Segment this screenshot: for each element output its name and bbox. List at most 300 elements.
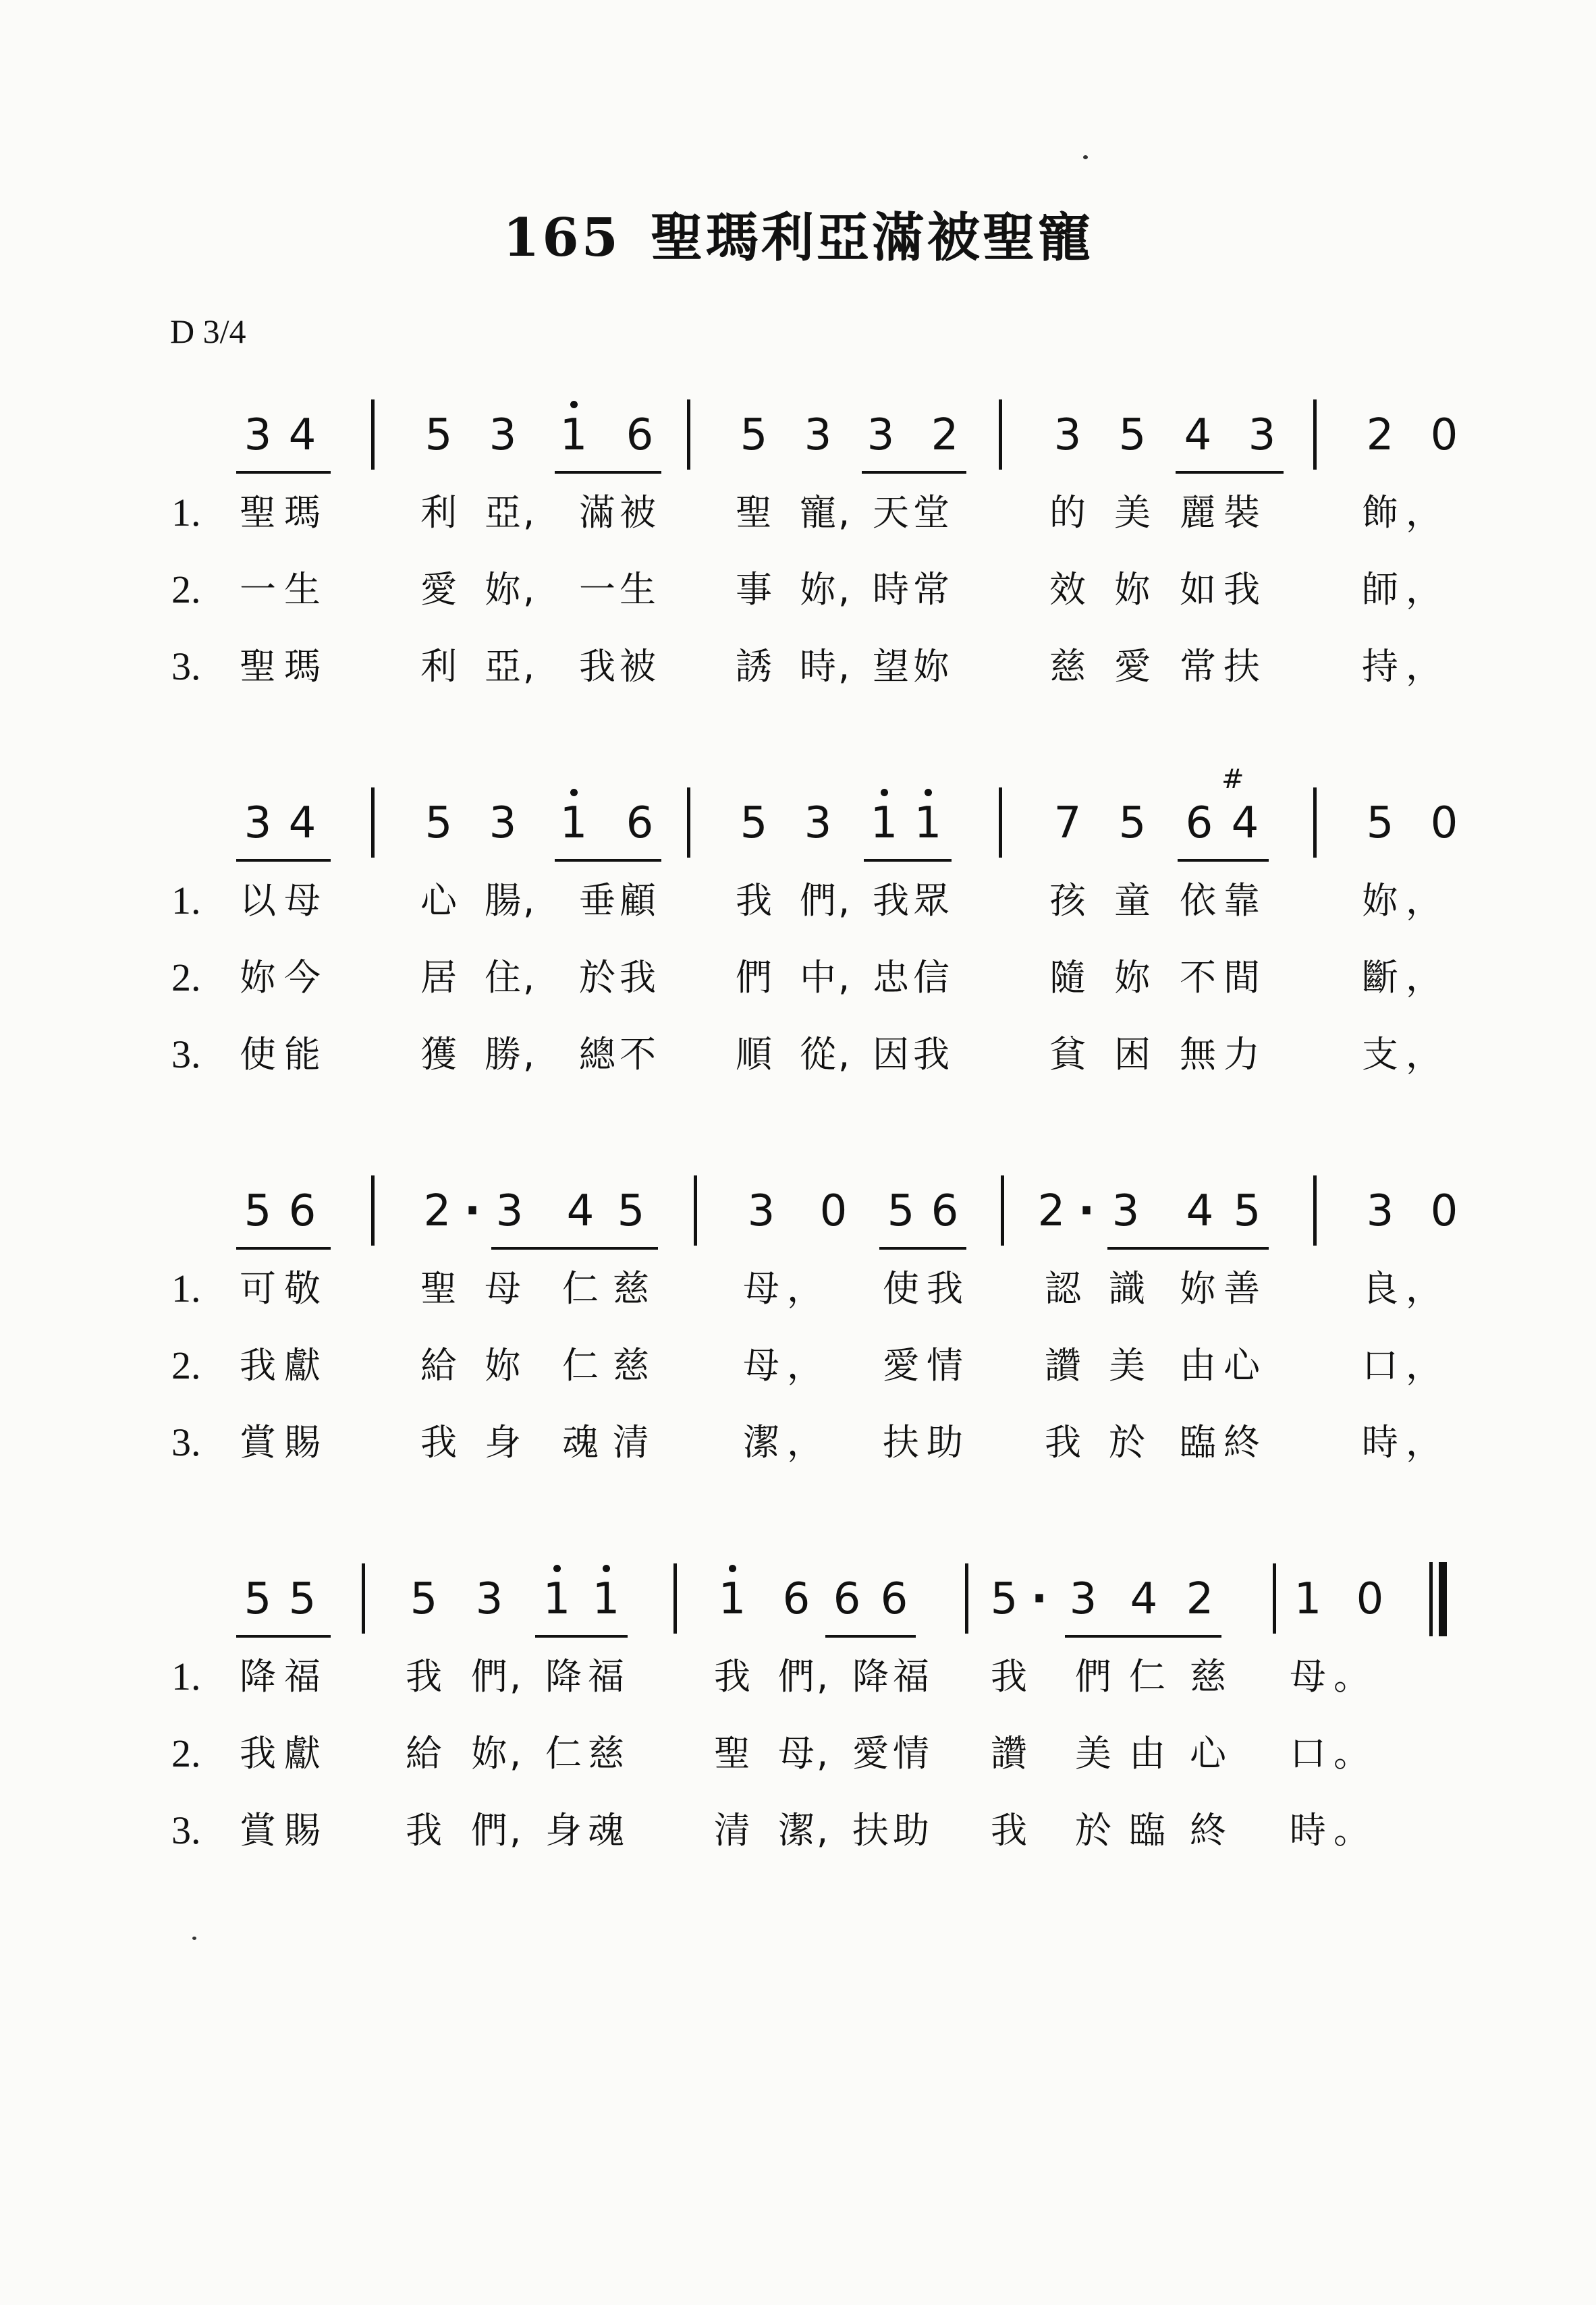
lyric-punctuation: , (838, 568, 850, 611)
verse-number: 2. (171, 955, 201, 999)
lyric-syllable: 住 (485, 956, 521, 999)
lyric-syllable: 能 (284, 1033, 321, 1076)
lyric-syllable: 母 (284, 879, 321, 922)
lyric-syllable: 獻 (284, 1732, 321, 1775)
lyric-syllable: 由 (1180, 1344, 1216, 1387)
lyric-syllable: 美 (1109, 1344, 1145, 1387)
lyric-syllable: 心 (420, 879, 457, 922)
lyric-syllable: 賜 (284, 1809, 321, 1852)
lyric-syllable: 裝 (1223, 491, 1260, 534)
music-system (0, 1569, 1596, 1920)
lyric-syllable: 隨 (1049, 956, 1086, 999)
lyric-syllable: 降 (240, 1655, 276, 1698)
lyric-syllable: 臨 (1129, 1809, 1165, 1852)
lyric-syllable: 仁 (1129, 1655, 1165, 1698)
barline (1313, 787, 1317, 858)
note: 6 (833, 1574, 861, 1624)
note: 5 (410, 1574, 438, 1624)
beam-underline (879, 1247, 966, 1250)
key-signature: D 3/4 (170, 312, 246, 350)
lyric-syllable: 亞 (485, 491, 521, 534)
lyric-syllable: 口 (1290, 1732, 1326, 1775)
lyric-syllable: 順 (736, 1033, 772, 1076)
lyric-syllable: 信 (913, 956, 950, 999)
lyric-syllable: 美 (1075, 1732, 1111, 1775)
lyric-syllable: 魂 (562, 1421, 599, 1464)
lyric-syllable: 於 (1075, 1809, 1111, 1852)
lyric-syllable: 麗 (1180, 491, 1216, 534)
barline (687, 399, 690, 470)
lyric-line (0, 1727, 1596, 1781)
lyric-syllable: 愛 (852, 1732, 889, 1775)
lyric-syllable: 母 (485, 1267, 521, 1310)
scan-speck (192, 1937, 196, 1940)
lyric-syllable: 仁 (545, 1732, 582, 1775)
lyric-syllable: 生 (620, 568, 656, 611)
lyric-syllable: 時 (873, 568, 909, 611)
verse-number: 1. (171, 491, 201, 534)
note: 3 (475, 1574, 503, 1624)
lyric-syllable: 們 (778, 1655, 815, 1698)
lyric-syllable: 聖 (736, 491, 772, 534)
final-barline (1429, 1562, 1447, 1636)
lyric-syllable: 聖 (714, 1732, 750, 1775)
lyric-line (0, 1339, 1596, 1393)
lyric-syllable: 利 (420, 645, 457, 688)
note: 5 (1118, 410, 1147, 460)
lyric-syllable: 潔 (778, 1809, 815, 1852)
lyric-syllable: 情 (927, 1344, 963, 1387)
lyric-syllable: 無 (1180, 1033, 1216, 1076)
music-system (0, 405, 1596, 756)
lyric-syllable: 被 (620, 645, 656, 688)
lyric-syllable: 靠 (1223, 879, 1260, 922)
note: 3 (1053, 410, 1082, 460)
lyric-syllable: 慈 (613, 1344, 649, 1387)
lyric-syllable: 使 (240, 1033, 276, 1076)
lyric-syllable: 我 (873, 879, 909, 922)
lyric-punctuation: , (817, 1732, 829, 1775)
lyric-punctuation: , (838, 491, 850, 534)
lyric-punctuation: ， (1406, 645, 1442, 688)
note: 6 (931, 1186, 959, 1236)
music-system (0, 764, 1596, 1144)
note: 6 (782, 1574, 810, 1624)
lyric-line (0, 563, 1596, 617)
dotted-extension: · (1030, 1574, 1048, 1624)
lyric-line (0, 1416, 1596, 1470)
beam-underline (555, 471, 661, 474)
lyric-syllable: 童 (1114, 879, 1151, 922)
barline (362, 1563, 365, 1634)
verse-number: 3. (171, 644, 201, 688)
lyric-syllable: 望 (873, 645, 909, 688)
note: 1 (535, 1569, 578, 1630)
beam-underline (1176, 471, 1284, 474)
lyric-syllable: 可 (240, 1267, 276, 1310)
lyric-line (0, 951, 1596, 1005)
lyric-syllable: 亞 (485, 645, 521, 688)
lyric-syllable: 母 (778, 1732, 815, 1775)
lyric-syllable: 善 (1223, 1267, 1260, 1310)
lyric-line (0, 1650, 1596, 1704)
lyric-punctuation: , (523, 568, 535, 611)
lyric-syllable: 我 (991, 1655, 1027, 1698)
notation-line (0, 764, 1596, 874)
lyric-syllable: 不 (1180, 956, 1216, 999)
verse-number: 3. (171, 1420, 201, 1464)
lyric-punctuation: ， (787, 1267, 823, 1310)
barline (371, 787, 375, 858)
verse-number: 2. (171, 1343, 201, 1387)
lyric-line (0, 1262, 1596, 1316)
note: 3 (1069, 1574, 1097, 1624)
note: 2 (423, 1186, 451, 1236)
lyric-syllable: 妳 (485, 1344, 521, 1387)
lyric-line (0, 486, 1596, 540)
lyric-syllable: 從 (800, 1033, 836, 1076)
lyric-punctuation: 。 (1333, 1655, 1370, 1698)
lyric-syllable: 母 (743, 1267, 779, 1310)
dotted-extension: · (464, 1186, 481, 1236)
lyric-syllable: 福 (588, 1655, 624, 1698)
lyric-syllable: 時 (800, 645, 836, 688)
verse-number: 2. (171, 567, 201, 611)
lyric-punctuation: , (523, 879, 535, 922)
lyric-syllable: 聖 (420, 1267, 457, 1310)
lyric-syllable: 心 (1223, 1344, 1260, 1387)
lyric-syllable: 顧 (620, 879, 656, 922)
note: 4 (1186, 1186, 1214, 1236)
lyric-syllable: 居 (420, 956, 457, 999)
note: 5 (244, 1574, 272, 1624)
lyric-punctuation: , (838, 879, 850, 922)
note: 0 (1430, 798, 1458, 848)
note: 4 (288, 798, 317, 848)
lyric-syllable: 一 (240, 568, 276, 611)
lyric-syllable: 母 (743, 1344, 779, 1387)
lyric-syllable: 以 (240, 879, 276, 922)
lyric-syllable: 們 (471, 1655, 507, 1698)
lyric-line (0, 1028, 1596, 1082)
lyric-syllable: 仁 (562, 1344, 599, 1387)
lyric-syllable: 聖 (240, 645, 276, 688)
lyric-syllable: 認 (1045, 1267, 1081, 1310)
lyric-syllable: 貧 (1049, 1033, 1086, 1076)
lyric-syllable: 助 (927, 1421, 963, 1464)
lyric-syllable: 妳 (240, 956, 276, 999)
lyric-syllable: 終 (1223, 1421, 1260, 1464)
note: 1 (1294, 1574, 1322, 1624)
lyric-syllable: 降 (545, 1655, 582, 1698)
note: 5 (288, 1574, 317, 1624)
notation-line (0, 405, 1596, 486)
note: 2 (1037, 1186, 1066, 1236)
lyric-syllable: 困 (1114, 1033, 1151, 1076)
lyric-punctuation: , (523, 491, 535, 534)
lyric-syllable: 賜 (284, 1421, 321, 1464)
beam-underline (555, 859, 661, 862)
note: 2 (931, 410, 959, 460)
barline (694, 1175, 697, 1246)
note: 0 (1430, 410, 1458, 460)
beam-underline (535, 1635, 628, 1638)
lyric-syllable: 識 (1109, 1267, 1145, 1310)
note: 3 (747, 1186, 775, 1236)
lyric-syllable: 我 (1223, 568, 1260, 611)
lyric-syllable: 我 (240, 1344, 276, 1387)
beam-underline (1178, 859, 1269, 862)
lyric-punctuation: ， (1406, 568, 1442, 611)
lyric-syllable: 斷 (1362, 956, 1398, 999)
beam-underline (236, 1635, 331, 1638)
lyric-syllable: 如 (1180, 568, 1216, 611)
lyric-syllable: 由 (1129, 1732, 1165, 1775)
lyric-punctuation: , (510, 1655, 522, 1698)
lyric-punctuation: , (838, 956, 850, 999)
lyric-syllable: 飾 (1362, 491, 1398, 534)
lyric-syllable: 我 (927, 1267, 963, 1310)
barline (965, 1563, 968, 1634)
lyric-syllable: 讚 (991, 1732, 1027, 1775)
verse-number: 1. (171, 879, 201, 922)
lyric-punctuation: , (817, 1809, 829, 1852)
note: 1 (552, 793, 595, 854)
lyric-syllable: 慈 (588, 1732, 624, 1775)
verse-number: 3. (171, 1032, 201, 1076)
note: 1 (711, 1569, 754, 1630)
hymn-name: 聖瑪利亞滿被聖寵 (650, 207, 1093, 269)
barline (687, 787, 690, 858)
lyric-syllable: 勝 (485, 1033, 521, 1076)
lyric-syllable: 持 (1362, 645, 1398, 688)
lyric-syllable: 身 (545, 1809, 582, 1852)
lyric-syllable: 間 (1223, 956, 1260, 999)
lyric-syllable: 被 (620, 491, 656, 534)
lyric-syllable: 妳 (471, 1732, 507, 1775)
lyric-syllable: 天 (873, 491, 909, 534)
lyric-syllable: 使 (883, 1267, 919, 1310)
lyric-punctuation: ， (787, 1344, 823, 1387)
lyric-syllable: 心 (1190, 1732, 1226, 1775)
lyric-syllable: 獲 (420, 1033, 457, 1076)
lyric-syllable: 寵 (800, 491, 836, 534)
lyric-syllable: 獻 (284, 1344, 321, 1387)
barline (1313, 1175, 1317, 1246)
note: 6 (1185, 798, 1213, 848)
lyric-syllable: 口 (1362, 1344, 1398, 1387)
barline (1001, 1175, 1004, 1246)
lyric-syllable: 師 (1362, 568, 1398, 611)
lyric-punctuation: ， (1406, 1267, 1442, 1310)
lyric-line (0, 640, 1596, 694)
note: 4 (1184, 410, 1212, 460)
lyric-syllable: 仁 (562, 1267, 599, 1310)
lyric-syllable: 魂 (588, 1809, 624, 1852)
lyric-punctuation: ， (1406, 1421, 1442, 1464)
note: 1 (552, 405, 595, 466)
lyric-syllable: 於 (579, 956, 615, 999)
lyric-syllable: 賞 (240, 1809, 276, 1852)
note: 1 (906, 793, 950, 854)
lyric-syllable: 慈 (613, 1267, 649, 1310)
lyric-punctuation: , (510, 1809, 522, 1852)
lyric-syllable: 我 (406, 1655, 442, 1698)
lyric-syllable: 們 (800, 879, 836, 922)
barline (371, 399, 375, 470)
lyric-syllable: 腸 (485, 879, 521, 922)
lyric-syllable: 今 (284, 956, 321, 999)
note: 6 (626, 410, 654, 460)
beam-underline (236, 471, 331, 474)
lyric-syllable: 一 (579, 568, 615, 611)
barline (673, 1563, 677, 1634)
note: 5 (244, 1186, 272, 1236)
notation-line (0, 1181, 1596, 1262)
verse-number: 1. (171, 1655, 201, 1698)
lyric-syllable: 給 (420, 1344, 457, 1387)
note: 2 (1366, 410, 1394, 460)
beam-underline (236, 1247, 331, 1250)
verse-number: 3. (171, 1808, 201, 1852)
note: 0 (819, 1186, 848, 1236)
lyric-syllable: 滿 (579, 491, 615, 534)
barline (999, 787, 1002, 858)
lyric-syllable: 我 (620, 956, 656, 999)
notation-line (0, 1569, 1596, 1650)
lyric-syllable: 妳 (1114, 956, 1151, 999)
lyric-syllable: 讚 (1045, 1344, 1081, 1387)
lyric-syllable: 愛 (1114, 645, 1151, 688)
lyric-syllable: 良 (1362, 1267, 1398, 1310)
note: 5 (1118, 798, 1147, 848)
note: 3 (804, 410, 832, 460)
lyric-syllable: 們 (1075, 1655, 1111, 1698)
lyric-syllable: 我 (1045, 1421, 1081, 1464)
lyric-syllable: 賞 (240, 1421, 276, 1464)
dotted-extension: · (1078, 1186, 1095, 1236)
lyric-syllable: 清 (714, 1809, 750, 1852)
lyric-syllable: 妳 (485, 568, 521, 611)
barline (371, 1175, 375, 1246)
lyric-syllable: 我 (420, 1421, 457, 1464)
note: 5 (740, 410, 768, 460)
lyric-punctuation: ， (1406, 879, 1442, 922)
lyric-syllable: 降 (852, 1655, 889, 1698)
note: 7 (1053, 798, 1082, 848)
lyric-syllable: 我 (579, 645, 615, 688)
lyric-syllable: 福 (893, 1655, 929, 1698)
lyric-punctuation: 。 (1333, 1809, 1370, 1852)
lyric-syllable: 身 (485, 1421, 521, 1464)
lyric-punctuation: ， (1406, 1033, 1442, 1076)
note: 3 (489, 410, 517, 460)
note: 3 (244, 798, 272, 848)
lyric-syllable: 扶 (852, 1809, 889, 1852)
lyric-syllable: 生 (284, 568, 321, 611)
lyric-syllable: 時 (1290, 1809, 1326, 1852)
note: 0 (1430, 1186, 1458, 1236)
note: 5 (990, 1574, 1018, 1624)
lyric-syllable: 不 (620, 1033, 656, 1076)
lyric-punctuation: ， (1406, 491, 1442, 534)
hymn-number: 165 (503, 207, 621, 269)
lyric-syllable: 忠 (873, 956, 909, 999)
lyric-syllable: 扶 (883, 1421, 919, 1464)
lyric-syllable: 效 (1049, 568, 1086, 611)
lyric-syllable: 時 (1362, 1421, 1398, 1464)
beam-underline (1107, 1247, 1269, 1250)
note: 5 (617, 1186, 645, 1236)
note: 4 (288, 410, 317, 460)
lyric-syllable: 常 (913, 568, 950, 611)
lyric-syllable: 利 (420, 491, 457, 534)
note: 5 (887, 1186, 915, 1236)
lyric-syllable: 慈 (1049, 645, 1086, 688)
lyric-syllable: 力 (1223, 1033, 1260, 1076)
lyric-syllable: 我 (714, 1655, 750, 1698)
note: 5 (740, 798, 768, 848)
beam-underline (491, 1247, 658, 1250)
lyric-syllable: 清 (613, 1421, 649, 1464)
barline (1273, 1563, 1276, 1634)
lyric-syllable: 我 (240, 1732, 276, 1775)
note: 3 (1366, 1186, 1394, 1236)
lyric-syllable: 妳 (800, 568, 836, 611)
lyric-syllable: 常 (1180, 645, 1216, 688)
lyric-punctuation: 。 (1333, 1732, 1370, 1775)
lyric-syllable: 臨 (1180, 1421, 1216, 1464)
lyric-syllable: 瑪 (284, 645, 321, 688)
lyric-punctuation: , (838, 1033, 850, 1076)
note: 6 (626, 798, 654, 848)
lyric-syllable: 眾 (913, 879, 950, 922)
lyric-syllable: 事 (736, 568, 772, 611)
note: 4 (1130, 1574, 1158, 1624)
lyric-punctuation: , (817, 1655, 829, 1698)
lyric-syllable: 誘 (736, 645, 772, 688)
lyric-syllable: 妳 (1362, 879, 1398, 922)
barline (999, 399, 1002, 470)
note: 3 (804, 798, 832, 848)
lyric-syllable: 總 (579, 1033, 615, 1076)
lyric-syllable: 扶 (1223, 645, 1260, 688)
lyric-punctuation: ， (1406, 956, 1442, 999)
note: 3 (1248, 410, 1276, 460)
lyric-syllable: 依 (1180, 879, 1216, 922)
lyric-punctuation: ， (787, 1421, 823, 1464)
lyric-syllable: 的 (1049, 491, 1086, 534)
lyric-syllable: 妳 (1114, 568, 1151, 611)
lyric-syllable: 垂 (579, 879, 615, 922)
lyric-syllable: 助 (893, 1809, 929, 1852)
lyric-syllable: 孩 (1049, 879, 1086, 922)
lyric-punctuation: , (523, 956, 535, 999)
lyric-syllable: 妳 (913, 645, 950, 688)
verse-number: 1. (171, 1267, 201, 1310)
music-system (0, 1181, 1596, 1532)
lyric-syllable: 我 (991, 1809, 1027, 1852)
barline (1313, 399, 1317, 470)
lyric-syllable: 潔 (743, 1421, 779, 1464)
note: 6 (880, 1574, 908, 1624)
note: 3 (244, 410, 272, 460)
note: 1 (584, 1569, 628, 1630)
lyric-syllable: 中 (800, 956, 836, 999)
hymn-title (0, 196, 1596, 271)
lyric-syllable: 情 (893, 1732, 929, 1775)
note: 5 (424, 410, 453, 460)
